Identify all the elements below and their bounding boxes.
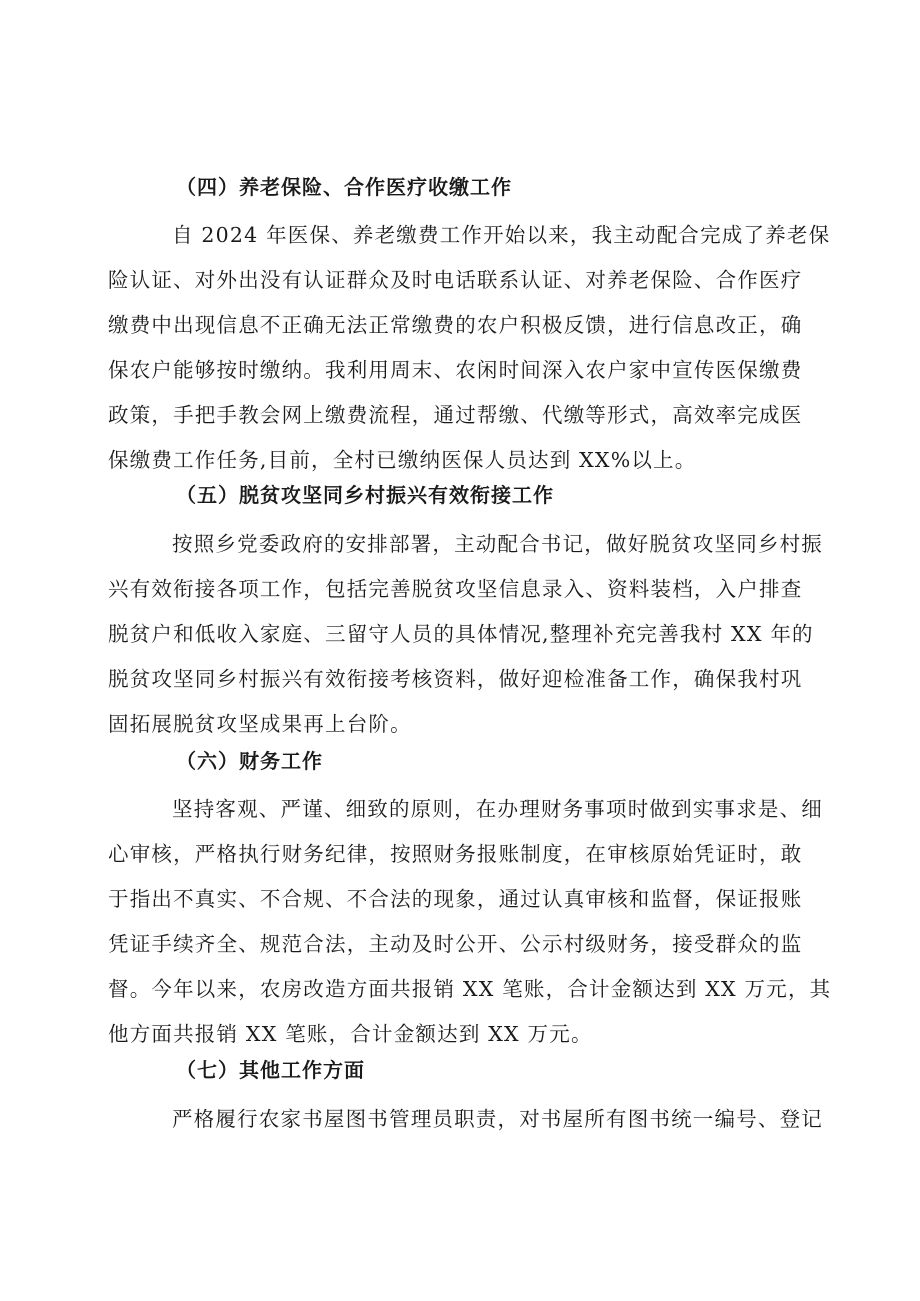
paragraph-line: 政策，手把手教会网上缴费流程，通过帮缴、代缴等形式，高效率完成医 — [108, 403, 803, 427]
paragraph-line: 心审核，严格执行财务纪律，按照财务报账制度，在审核原始凭证时，敢 — [108, 842, 803, 866]
section-heading-6: （六）财务工作 — [176, 749, 323, 773]
paragraph-line: 保农户能够按时缴纳。我利用周末、农闲时间深入农户家中宣传医保缴费 — [108, 358, 803, 382]
paragraph-line: 脱贫户和低收入家庭、三留守人员的具体情况,整理补充完善我村 XX 年的 — [108, 622, 814, 646]
paragraph-line: 按照乡党委政府的安排部署，主动配合书记，做好脱贫攻坚同乡村振 — [172, 532, 823, 556]
paragraph-line: 固拓展脱贫攻坚成果再上台阶。 — [108, 712, 412, 736]
paragraph-line: 保缴费工作任务,目前，全村已缴纳医保人员达到 XX%以上。 — [108, 448, 697, 472]
paragraph-line: 于指出不真实、不合规、不合法的现象，通过认真审核和监督，保证报账 — [108, 887, 803, 911]
paragraph-line: 脱贫攻坚同乡村振兴有效衔接考核资料，做好迎检准备工作，确保我村巩 — [108, 667, 803, 691]
paragraph-line: 严格履行农家书屋图书管理员职责，对书屋所有图书统一编号、登记 — [172, 1107, 823, 1131]
paragraph-line: 坚持客观、严谨、细致的原则，在办理财务事项时做到实事求是、细 — [172, 797, 823, 821]
section-heading-7: （七）其他工作方面 — [176, 1058, 365, 1082]
paragraph-line: 兴有效衔接各项工作，包括完善脱贫攻坚信息录入、资料装档，入户排查 — [108, 577, 803, 601]
paragraph-line: 督。今年以来，农房改造方面共报销 XX 笔账，合计金额达到 XX 万元，其 — [108, 977, 832, 1001]
section-heading-5: （五）脱贫攻坚同乡村振兴有效衔接工作 — [176, 483, 554, 507]
paragraph-line: 他方面共报销 XX 笔账，合计金额达到 XX 万元。 — [108, 1022, 593, 1046]
paragraph-line: 凭证手续齐全、规范合法，主动及时公开、公示村级财务，接受群众的监 — [108, 932, 803, 956]
paragraph-line: 自 2024 年医保、养老缴费工作开始以来，我主动配合完成了养老保 — [172, 223, 831, 247]
paragraph-line: 缴费中出现信息不正确无法正常缴费的农户积极反馈，进行信息改正，确 — [108, 313, 803, 337]
section-heading-4: （四）养老保险、合作医疗收缴工作 — [176, 175, 512, 199]
paragraph-line: 险认证、对外出没有认证群众及时电话联系认证、对养老保险、合作医疗 — [108, 268, 803, 292]
